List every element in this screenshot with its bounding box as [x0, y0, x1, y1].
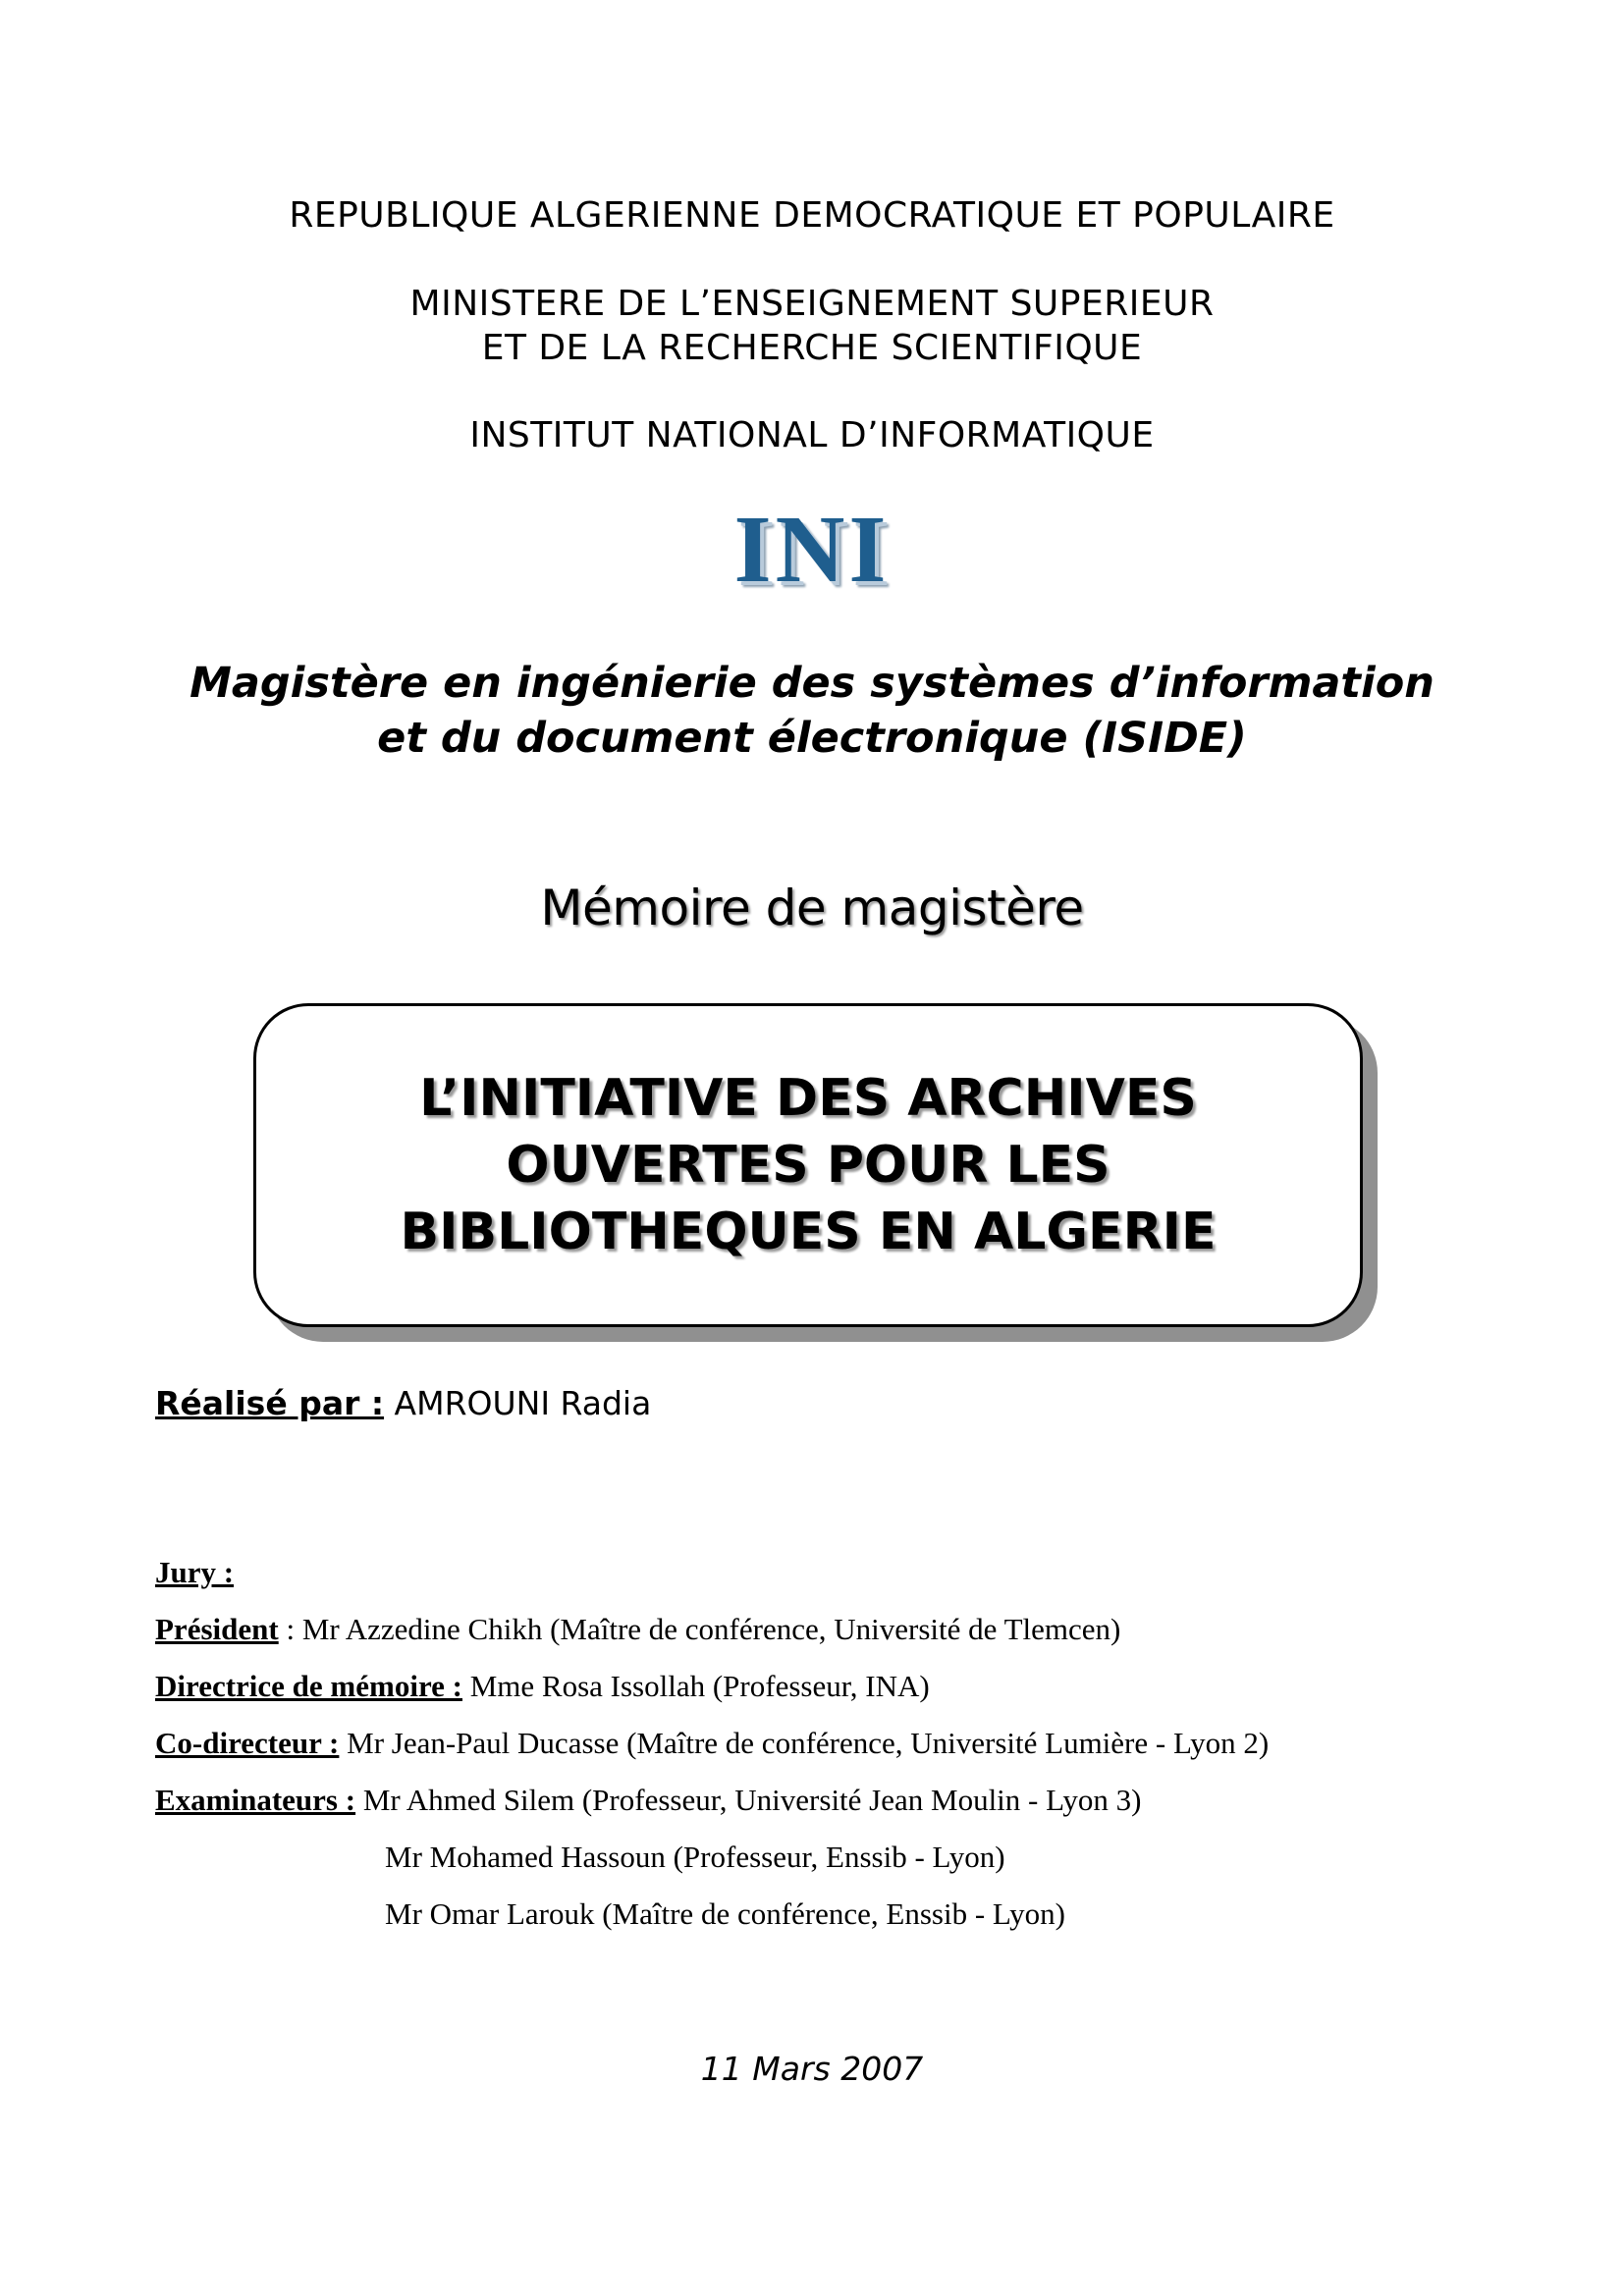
jury-heading: Jury : — [155, 1555, 235, 1589]
thesis-title — [256, 1065, 1360, 1265]
author-line — [155, 1382, 651, 1425]
logo-text: INI — [733, 497, 891, 603]
header-ministere-line1: MINISTERE DE L’ENSEIGNEMENT SUPERIEUR — [409, 284, 1215, 324]
header-institut: INSTITUT NATIONAL D’INFORMATIQUE — [469, 415, 1155, 455]
jury-examinateur: Mr Mohamed Hassoun (Professeur, Enssib - Lyon) — [385, 1840, 1005, 1874]
program-title — [0, 656, 1624, 766]
jury-codirecteur-row — [155, 1715, 1269, 1772]
jury-codirecteur: Mr Jean-Paul Ducasse (Maître de conférence, Université Lumière - Lyon 2) — [347, 1726, 1270, 1760]
program-title-line2: et du document électronique (ISIDE) — [377, 714, 1247, 763]
header-ministere-line2: ET DE LA RECHERCHE SCIENTIFIQUE — [481, 328, 1143, 368]
thesis-title-line3: BIBLIOTHEQUES EN ALGERIE — [400, 1202, 1217, 1261]
author-name: AMROUNI Radia — [394, 1384, 652, 1422]
institution-logo — [0, 496, 1624, 604]
jury-directrice-label: Directrice de mémoire : — [155, 1669, 462, 1703]
header-republique: REPUBLIQUE ALGERIENNE DEMOCRATIQUE ET POPULAIRE — [289, 195, 1335, 236]
jury-president-row — [155, 1601, 1269, 1658]
jury-codirecteur-label: Co-directeur : — [155, 1726, 340, 1760]
jury-heading-row — [155, 1544, 1269, 1601]
program-title-line1: Magistère en ingénierie des systèmes d’information — [189, 659, 1435, 708]
jury-section — [155, 1544, 1269, 1943]
jury-examinateur-row — [155, 1829, 1269, 1886]
jury-president: Mr Azzedine Chikh (Maître de conférence, Université de Tlemcen) — [301, 1612, 1121, 1646]
jury-examinateur-row — [155, 1886, 1269, 1943]
thesis-title-line1: L’INITIATIVE DES ARCHIVES — [419, 1069, 1197, 1128]
jury-examinateur: Mr Ahmed Silem (Professeur, Université Jean Moulin - Lyon 3) — [362, 1783, 1142, 1817]
jury-directrice-row — [155, 1658, 1269, 1715]
jury-examinateur: Mr Omar Larouk (Maître de conférence, Enssib - Lyon) — [385, 1896, 1065, 1931]
jury-president-separator: : — [278, 1612, 296, 1646]
document-type: Mémoire de magistère — [540, 880, 1084, 936]
jury-president-label: Président — [155, 1612, 279, 1646]
author-label: Réalisé par : — [155, 1384, 385, 1422]
jury-examinateurs-row — [155, 1772, 1269, 1829]
defense-date: 11 Mars 2007 — [700, 2050, 924, 2088]
thesis-title-box — [253, 1003, 1363, 1327]
jury-examinateurs-label: Examinateurs : — [155, 1783, 356, 1817]
jury-directrice: Mme Rosa Issollah (Professeur, INA) — [469, 1669, 930, 1703]
thesis-title-line2: OUVERTES POUR LES — [506, 1136, 1110, 1195]
